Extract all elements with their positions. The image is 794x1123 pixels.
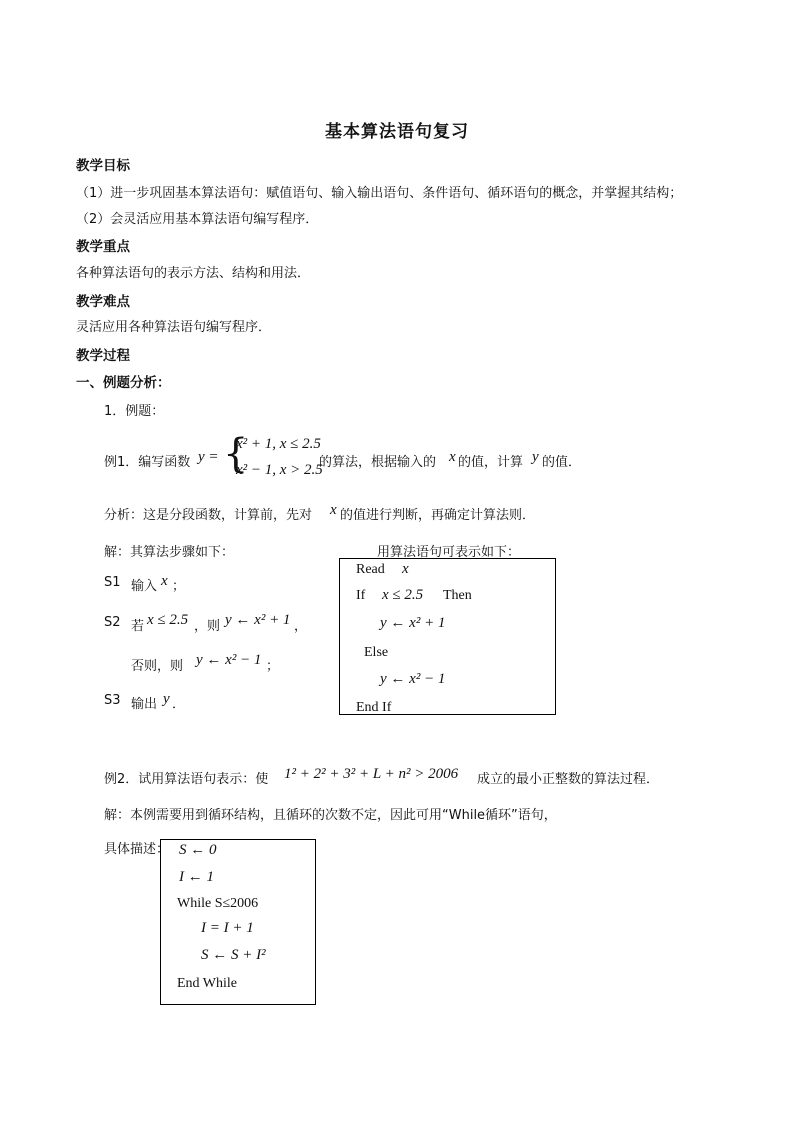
step-s3-label: S3 [104, 693, 121, 708]
section-heading: 一、例题分析： [76, 375, 171, 391]
else-expr: y ← x² − 1 [196, 652, 262, 668]
code2-init-i: I ← 1 [179, 869, 214, 885]
difficulty-text: 灵活应用各种算法语句编写程序． [76, 320, 272, 335]
step-s1-end: ； [172, 579, 186, 594]
example-1-mid: 的算法，根据输入的 [319, 455, 437, 470]
code1-end-if: End If [356, 700, 392, 715]
code1-assign-2: y ← x² − 1 [380, 671, 446, 687]
code2-increment: I = I + 1 [201, 920, 254, 936]
examples-label: 1．例题： [104, 404, 165, 419]
step-s2-cond: x ≤ 2.5 [147, 612, 189, 628]
process-heading: 教学过程 [76, 348, 130, 364]
solution-label: 解：其算法步骤如下： [104, 545, 235, 560]
goal-1: （1）进一步巩固基本算法语句：赋值语句、输入输出语句、条件语句、循环语句的概念，并掌握其结构； [76, 186, 683, 201]
step-s2-text: 若 [131, 619, 145, 634]
detail-label: 具体描述： [104, 842, 170, 857]
key-text: 各种算法语句的表示方法、结构和用法． [76, 266, 311, 281]
example-1-y: y [532, 449, 539, 465]
page-title: 基本算法语句复习 [325, 122, 469, 142]
step-s3-end: ． [172, 697, 186, 712]
else-text: 否则，则 [131, 659, 184, 674]
piecewise-case-1: x² + 1, x ≤ 2.5 [236, 436, 321, 452]
goal-2: （2）会灵活应用基本算法语句编写程序． [76, 212, 319, 227]
code-label: 用算法语句可表示如下： [377, 545, 521, 560]
example-2-expr: 1² + 2² + 3² + L + n² > 2006 [284, 766, 459, 782]
code1-read-kw: Read [356, 562, 385, 577]
code2-accumulate: S ← S + I² [201, 947, 266, 963]
step-s3-var: y [163, 691, 170, 707]
example-1-prefix: 例1．编写函数 [104, 455, 191, 470]
code2-init-s: S ← 0 [179, 842, 217, 858]
step-s2-mid: ，则 [194, 619, 221, 634]
example-1-x: x [449, 449, 456, 465]
code1-assign-1: y ← x² + 1 [380, 615, 446, 631]
analysis-x: x [330, 502, 337, 518]
key-heading: 教学重点 [76, 239, 130, 255]
analysis-prefix: 分析：这是分段函数，计算前，先对 [104, 508, 313, 523]
code1-then-kw: Then [443, 588, 472, 603]
code2-end-while: End While [177, 976, 238, 991]
example-2-solution: 解：本例需要用到循环结构，且循环的次数不定，因此可用“While循环”语句， [104, 808, 557, 823]
code1-else-kw: Else [364, 645, 389, 660]
step-s1-label: S1 [104, 575, 121, 590]
code1-if-kw: If [356, 588, 366, 603]
example-2-suffix: 成立的最小正整数的算法过程． [477, 772, 660, 787]
example-1-y-eq: y = [198, 449, 219, 465]
goals-heading: 教学目标 [76, 158, 130, 174]
code2-while: While S≤2006 [177, 896, 259, 911]
else-end: ； [266, 659, 280, 674]
example-2-prefix: 例2．试用算法语句表示：使 [104, 772, 269, 787]
code1-if-cond: x ≤ 2.5 [382, 587, 424, 603]
left-brace-icon: { [223, 431, 249, 477]
example-1-suffix: 的值． [542, 455, 582, 470]
step-s1-var: x [161, 573, 168, 589]
step-s3-text: 输出 [131, 697, 158, 712]
step-s1-text: 输入 [131, 579, 158, 594]
step-s2-expr: y ← x² + 1 [225, 612, 291, 628]
analysis-suffix: 的值进行判断，再确定计算法则． [340, 508, 536, 523]
code1-read-var: x [402, 561, 409, 577]
example-1-mid2: 的值，计算 [458, 455, 524, 470]
piecewise-case-2: x² − 1, x > 2.5 [236, 462, 323, 478]
code-box-1 [339, 558, 556, 715]
difficulty-heading: 教学难点 [76, 294, 130, 310]
step-s2-label: S2 [104, 615, 121, 630]
step-s2-end: ， [294, 619, 308, 634]
code-box-2 [160, 839, 316, 1005]
